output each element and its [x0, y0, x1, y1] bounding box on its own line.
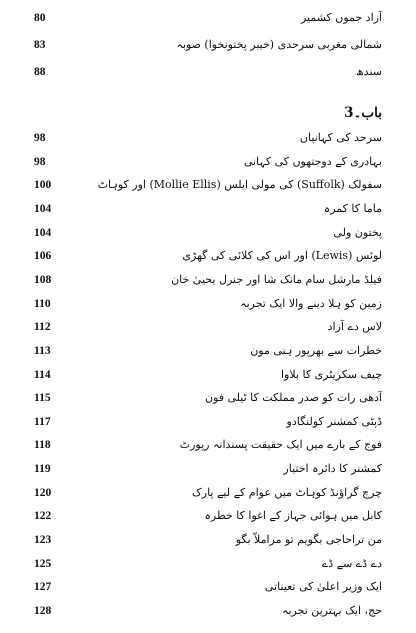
toc-entry-title: ماما کا کمرہ	[323, 201, 382, 215]
toc-entry-title: پختون ولی	[333, 225, 382, 239]
toc-page-number: 114	[34, 368, 51, 381]
toc-entry	[34, 554, 382, 574]
toc-entry	[34, 412, 382, 432]
toc-entry	[34, 294, 382, 314]
toc-page-number: 104	[34, 202, 52, 215]
toc-page-number: 108	[34, 273, 52, 286]
toc-entry-title: حج، ایک بہترین تجربہ	[282, 604, 382, 617]
toc-entry-title: چیف سکریٹری کا بلاوا	[281, 367, 382, 381]
chapter-heading: باب۔3	[344, 105, 382, 121]
toc-entry-title: لاس دے آزاد	[327, 320, 382, 334]
toc-entry	[34, 270, 382, 290]
toc-entry-title: آدھی رات کو صدر مملکت کا ٹیلی فون	[204, 391, 382, 405]
toc-page-number: 88	[34, 66, 46, 78]
toc-page-number: 106	[34, 250, 52, 263]
toc-page-number: 110	[34, 297, 51, 310]
toc-entry	[34, 435, 382, 455]
toc-entry	[34, 246, 382, 266]
toc-entry	[34, 506, 382, 526]
toc-page-number: 128	[34, 605, 52, 617]
toc-entry	[34, 8, 382, 28]
toc-entry	[34, 388, 382, 408]
toc-entry	[34, 223, 382, 243]
toc-entry	[34, 152, 382, 172]
toc-entry-title: کابل میں ہوائی جہاز کے اغوا کا خطرہ	[204, 509, 382, 523]
toc-page-number: 115	[34, 392, 51, 405]
toc-page-number: 117	[34, 415, 51, 428]
toc-page-number: 100	[34, 179, 52, 192]
toc-entry-title: من تراحاجی بگویم تو مراملاّ بگو	[235, 533, 382, 547]
toc-page-number: 119	[34, 463, 51, 476]
toc-entry-title: سرحد کی کہانیاں	[299, 131, 382, 144]
toc-entry-title: آزاد جموں کشمیر	[300, 11, 382, 24]
toc-entry-title: شمالی مغربی سرحدی (خیبر پختونخوا) صوبہ	[176, 38, 382, 51]
toc-entry	[34, 199, 382, 219]
toc-entry-title: سندھ	[356, 65, 382, 78]
toc-page-number: 113	[34, 344, 51, 357]
toc-entry	[34, 128, 382, 148]
toc-entry-title: لوئس (Lewis) اور اس کی کلائی کی گھڑی	[182, 249, 382, 263]
toc-page-number: 125	[34, 557, 52, 570]
toc-entry	[34, 35, 382, 55]
toc-entry	[34, 459, 382, 479]
toc-entry	[34, 341, 382, 361]
toc-page-number: 83	[34, 39, 46, 51]
toc-entry	[34, 365, 382, 385]
toc-entry-title: سفولک (Suffolk) کی مولی ایلس (Mollie Ellis) اور کوہاٹ	[97, 178, 382, 192]
toc-entry	[34, 317, 382, 337]
toc-entry	[34, 601, 382, 621]
toc-page-number: 122	[34, 510, 52, 523]
toc-entry	[34, 577, 382, 597]
toc-page-number: 120	[34, 486, 52, 499]
toc-entry	[34, 62, 382, 82]
toc-entry-title: فیلڈ مارشل سام مانک شا اور جنرل یحییٰ خان	[171, 272, 382, 286]
toc-entry-title: چرچ گراؤنڈ کوہاٹ میں عوام کے لیے پارک	[191, 485, 382, 499]
toc-entry-title: فوج کے بارے میں ایک حقیقت پسندانہ رپورٹ	[179, 438, 382, 452]
toc-entry-title: زمین کو ہلا دینے والا ایک تجربہ	[240, 296, 382, 310]
toc-entry-title: ڈپٹی کمشنر کولنگادو	[286, 414, 382, 428]
toc-entry-title: کمشنر کا دائرہ اختیار	[283, 462, 382, 476]
toc-page-number: 118	[34, 439, 51, 452]
toc-page-number: 80	[34, 12, 46, 24]
toc-page-number: 127	[34, 581, 52, 594]
toc-entry-title: دے ڈے سے ڈے	[321, 556, 382, 570]
toc-page-number: 98	[34, 155, 46, 168]
toc-entry	[34, 175, 382, 195]
toc-page-number: 123	[34, 534, 52, 547]
toc-page-number: 98	[34, 132, 46, 144]
toc-entry	[34, 530, 382, 550]
toc-entry	[34, 483, 382, 503]
toc-entry-title: ایک وزیر اعلیٰ کی تعیناتی	[264, 580, 382, 594]
toc-entry-title: خطرات سے بھرپور ہنی مون	[250, 343, 382, 357]
toc-page-number: 112	[34, 321, 51, 334]
toc-entry-title: بہادری کے دوجتھوں کی کہانی	[243, 154, 382, 168]
toc-page-number: 104	[34, 226, 52, 239]
